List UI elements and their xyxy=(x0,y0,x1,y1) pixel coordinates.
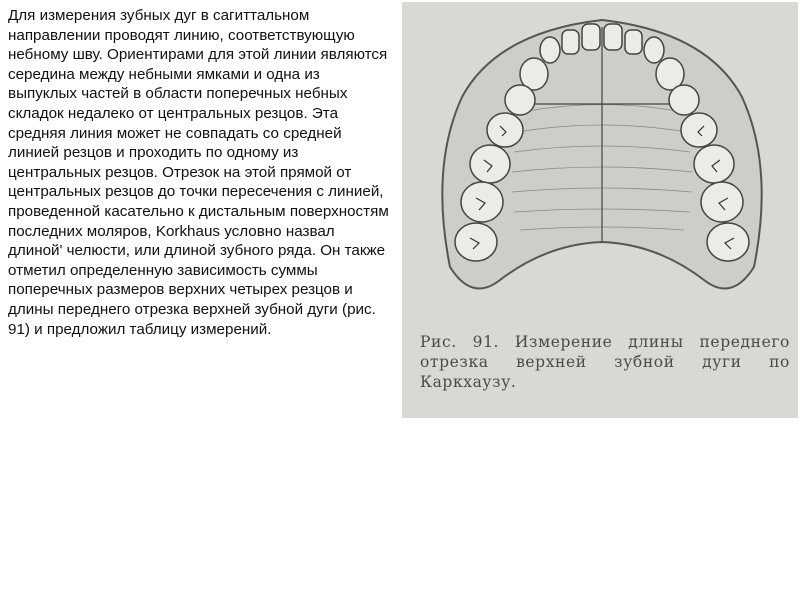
figure-upper-dental-arch xyxy=(402,2,798,418)
body-paragraph: Для измерения зубных дуг в сагиттальном направлении проводят линию, соответствующую небному шву. Ориентирами для этой линии являются середина между небными ямками и одна из выпуклых частей в области поперечных небных складок недалеко от центральных резцов. Эта средняя линия может не совпадать со средней линией резцов и проходить по одному из центральных резцов. Отрезок на этой прямой от центральных резцов до точки пересечения с линией, проведенной касательно к дистальным поверхностям последних моляров, Korkhaus условно назвал длиной' челюсти, или длиной зубного ряда. Он также отметил определенную зависимость суммы поперечных размеров верхних четырех резцов и длины переднего отрезка верхней зубной дуги (рис. 91) и предложил таблицу измерений. xyxy=(8,7,389,338)
dental-arch-illustration xyxy=(402,2,798,332)
figure-caption xyxy=(420,332,790,392)
caption-line: Рис. 91. Измерение длины переднего xyxy=(420,333,790,351)
caption-line: отрезка верхней зубной дуги по xyxy=(420,353,790,371)
caption-line: Каркхаузу. xyxy=(420,373,517,391)
